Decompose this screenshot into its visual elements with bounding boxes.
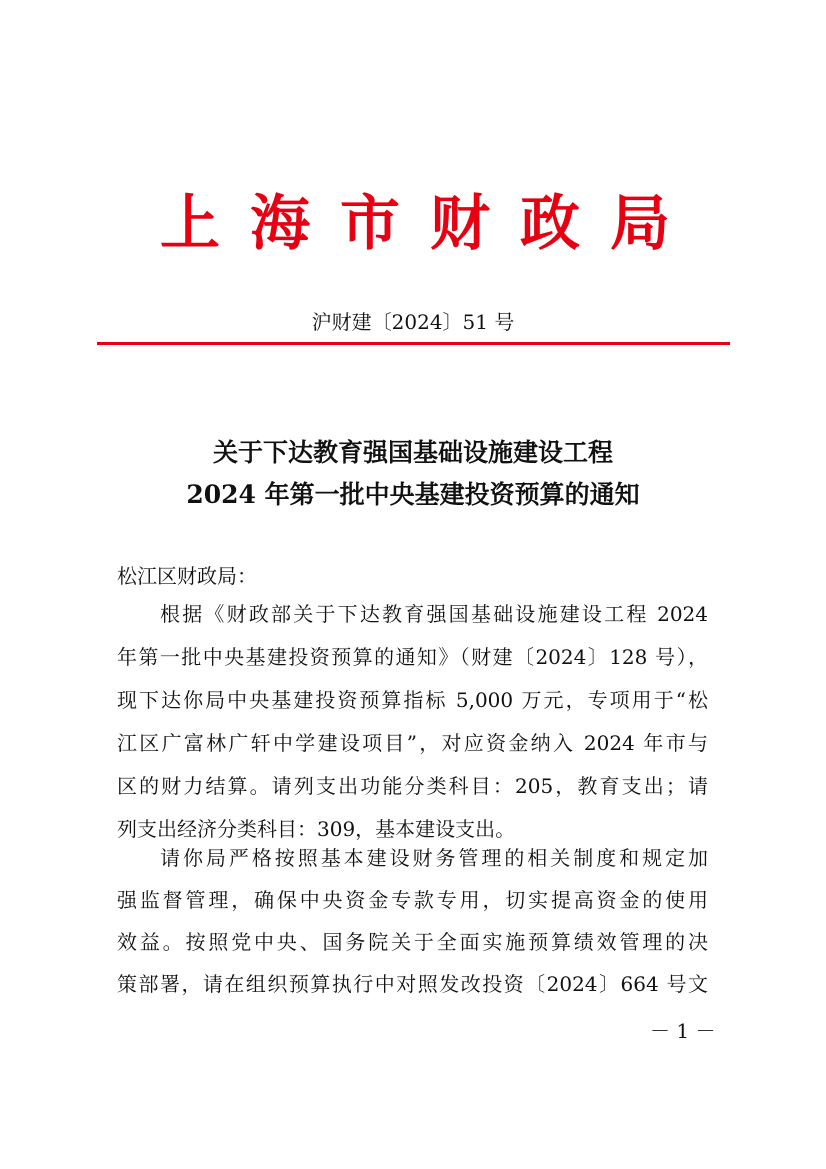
text-line: 强监督管理，确保中央资金专款专用，切实提高资金的使用	[117, 888, 708, 912]
red-divider-line	[97, 342, 730, 345]
text-line: 江区广富林广轩中学建设项目”，对应资金纳入 2024 年市与	[117, 731, 708, 755]
text-line: 现下达你局中央基建投资预算指标 5,000 万元，专项用于“松	[117, 688, 708, 712]
addressee: 松江区财政局：	[117, 564, 257, 588]
issuing-organization: 上 海 市 财 政 局	[160, 189, 670, 259]
text-line: 区的财力结算。请列支出功能分类科目：205，教育支出；请	[117, 774, 708, 798]
page-number: － 1 －	[650, 1019, 716, 1043]
title-line-1: 关于下达教育强国基础设施建设工程	[212, 438, 613, 467]
text-line: 年第一批中央基建投资预算的通知》（财建〔2024〕128 号），	[117, 645, 708, 669]
title-line-2: 2024 年第一批中央基建投资预算的通知	[186, 480, 640, 509]
document-number: 沪财建〔2024〕51 号	[311, 310, 515, 334]
text-line: 效益。按照党中央、国务院关于全面实施预算绩效管理的决	[117, 930, 708, 954]
text-line: 策部署，请在组织预算执行中对照发改投资〔2024〕664 号文	[117, 972, 708, 996]
text-line: 请你局严格按照基本建设财务管理的相关制度和规定加	[160, 846, 708, 870]
text-line: 列支出经济分类科目：309，基本建设支出。	[117, 817, 516, 841]
text-line: 根据《财政部关于下达教育强国基础设施建设工程 2024	[160, 602, 708, 626]
